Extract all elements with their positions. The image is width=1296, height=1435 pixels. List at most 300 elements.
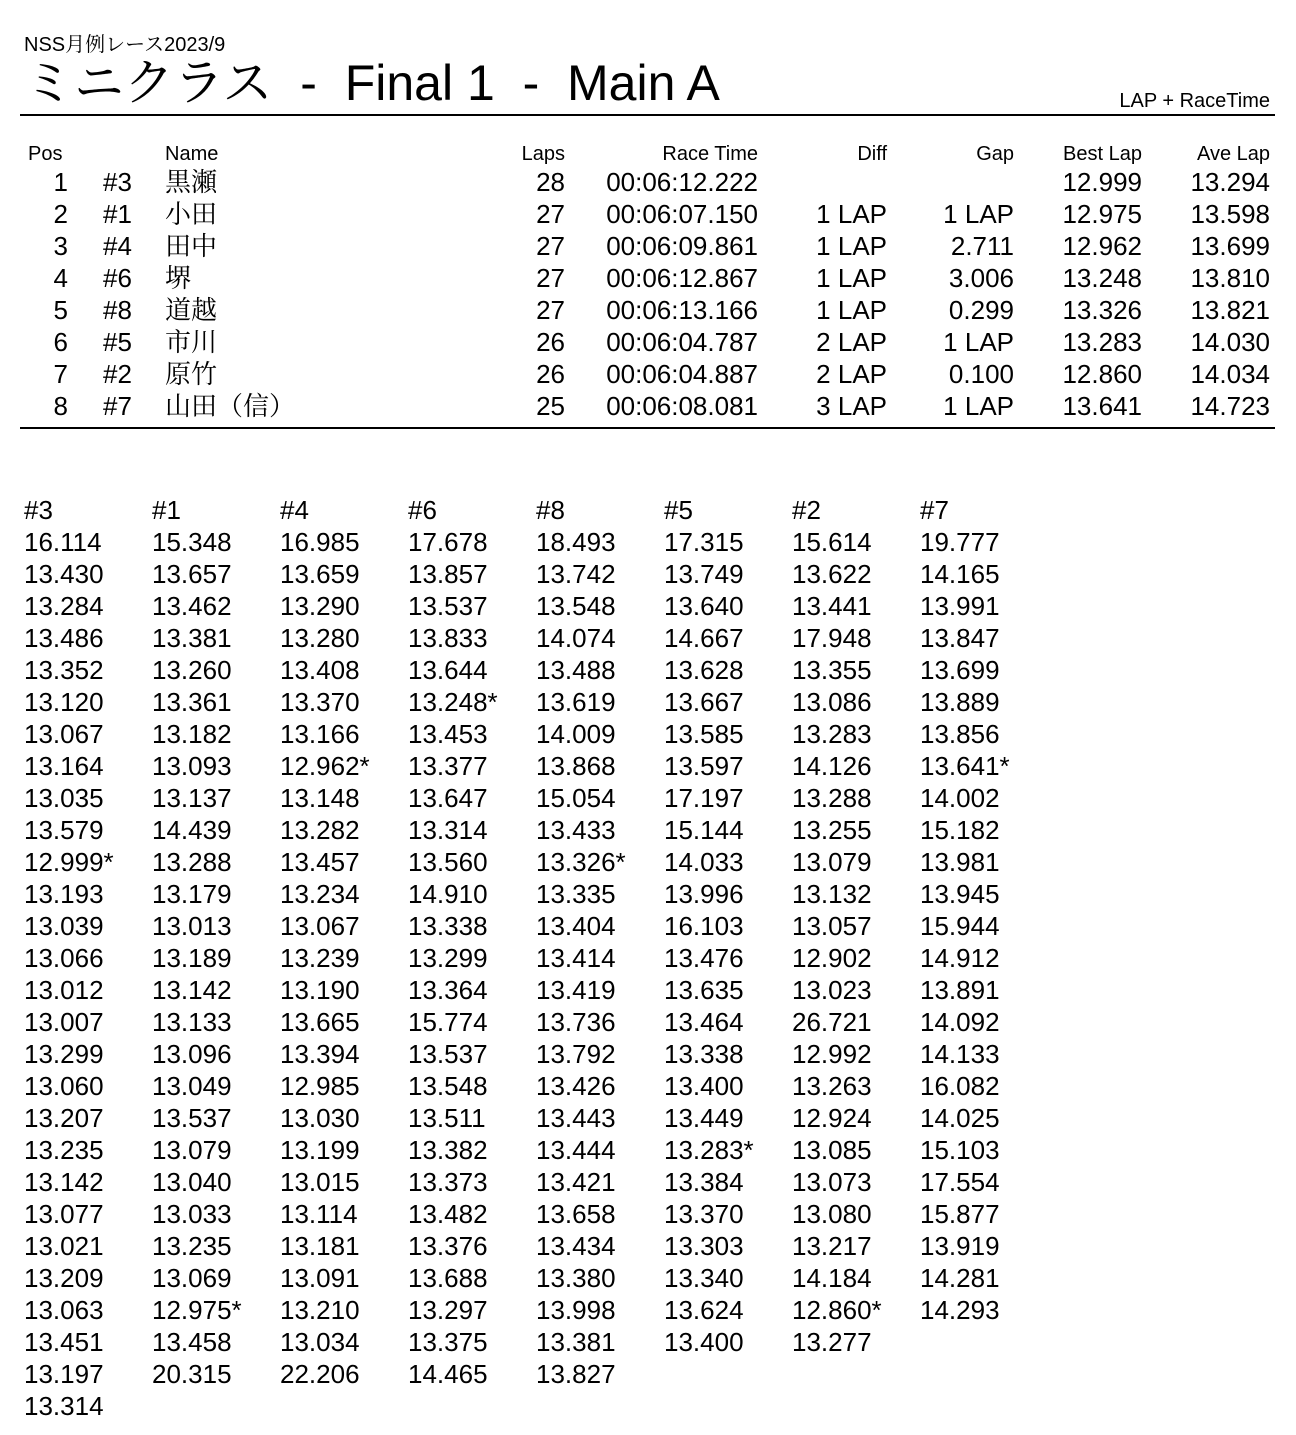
lap-time: 13.548 — [408, 1071, 488, 1101]
lap-time: 14.910 — [408, 879, 488, 909]
result-race-time: 00:06:08.081 — [606, 391, 758, 421]
lap-time: 13.189 — [152, 943, 232, 973]
lap-time: 13.210 — [280, 1295, 360, 1325]
lap-time: 13.079 — [792, 847, 872, 877]
lap-time: 13.086 — [792, 687, 872, 717]
lap-time: 15.774 — [408, 1007, 488, 1037]
lap-time: 13.338 — [664, 1039, 744, 1069]
lap-time: 13.457 — [280, 847, 360, 877]
col-name: Name — [165, 143, 219, 165]
lap-time: 13.384 — [664, 1167, 744, 1197]
lap-time: 14.002 — [920, 783, 1000, 813]
lap-time: 13.657 — [152, 559, 232, 589]
lap-time: 13.382 — [408, 1135, 488, 1165]
lap-time: 15.182 — [920, 815, 1000, 845]
lap-time: 13.560 — [408, 847, 488, 877]
lap-time: 13.063 — [24, 1295, 104, 1325]
lap-time: 13.164 — [24, 751, 104, 781]
result-race-time: 00:06:07.150 — [606, 199, 758, 229]
lap-time: 13.404 — [536, 911, 616, 941]
result-pos: 1 — [53, 167, 68, 197]
result-car-number: #6 — [103, 263, 132, 293]
lap-time: 14.184 — [792, 1263, 872, 1293]
result-driver-name: 小田 — [165, 199, 218, 229]
result-diff: 3 LAP — [816, 391, 887, 421]
lap-time: 13.453 — [408, 719, 488, 749]
lap-time: 17.948 — [792, 623, 872, 653]
lap-time: 13.260 — [152, 655, 232, 685]
lap-time: 13.193 — [24, 879, 104, 909]
result-ave-lap: 14.723 — [1190, 391, 1270, 421]
lap-time: 13.283* — [664, 1135, 754, 1165]
result-best-lap: 13.326 — [1062, 295, 1142, 325]
lap-time: 13.060 — [24, 1071, 104, 1101]
lap-time: 13.742 — [536, 559, 616, 589]
lap-time: 14.133 — [920, 1039, 1000, 1069]
lap-time: 15.054 — [536, 783, 616, 813]
lap-time: 16.103 — [664, 911, 744, 941]
lap-time: 12.999* — [24, 847, 114, 877]
result-best-lap: 12.975 — [1062, 199, 1142, 229]
lap-time: 13.749 — [664, 559, 744, 589]
lap-time: 13.314 — [408, 815, 488, 845]
result-diff: 2 LAP — [816, 359, 887, 389]
result-best-lap: 13.248 — [1062, 263, 1142, 293]
lap-time: 16.114 — [24, 527, 102, 557]
lap-time: 13.857 — [408, 559, 488, 589]
lap-time: 13.511 — [408, 1103, 486, 1133]
table-row — [0, 326, 1296, 358]
lap-time: 19.777 — [920, 527, 1000, 557]
result-diff: 2 LAP — [816, 327, 887, 357]
result-ave-lap: 13.810 — [1190, 263, 1270, 293]
lap-column — [24, 494, 152, 1422]
result-pos: 5 — [53, 295, 68, 325]
lap-time: 17.554 — [920, 1167, 1000, 1197]
lap-column-car-number: #1 — [152, 495, 181, 525]
lap-time: 13.585 — [664, 719, 744, 749]
result-pos: 6 — [53, 327, 68, 357]
result-car-number: #7 — [103, 391, 132, 421]
lap-time: 13.644 — [408, 655, 488, 685]
lap-time: 13.288 — [792, 783, 872, 813]
lap-time: 13.537 — [408, 1039, 488, 1069]
result-ave-lap: 13.294 — [1190, 167, 1270, 197]
result-pos: 3 — [53, 231, 68, 261]
result-diff: 1 LAP — [816, 199, 887, 229]
result-pos: 7 — [53, 359, 68, 389]
lap-time: 13.035 — [24, 783, 104, 813]
lap-time: 13.597 — [664, 751, 744, 781]
col-race-time: Race Time — [662, 143, 758, 165]
lap-time: 13.209 — [24, 1263, 104, 1293]
lap-time: 13.434 — [536, 1231, 616, 1261]
lap-time: 13.622 — [792, 559, 872, 589]
lap-time: 13.419 — [536, 975, 616, 1005]
lap-time: 13.066 — [24, 943, 104, 973]
lap-time: 15.614 — [792, 527, 872, 557]
lap-time: 14.033 — [664, 847, 744, 877]
lap-time: 13.326* — [536, 847, 626, 877]
result-gap: 2.711 — [950, 231, 1014, 261]
lap-time: 13.299 — [24, 1039, 104, 1069]
lap-column-car-number: #3 — [24, 495, 53, 525]
lap-time: 13.235 — [24, 1135, 104, 1165]
lap-time: 13.370 — [664, 1199, 744, 1229]
lap-time: 13.314 — [24, 1391, 104, 1421]
lap-time: 13.981 — [920, 847, 1000, 877]
result-diff: 1 LAP — [816, 263, 887, 293]
lap-time: 13.488 — [536, 655, 616, 685]
lap-time: 13.179 — [152, 879, 232, 909]
lap-time: 13.414 — [536, 943, 616, 973]
lap-time: 12.924 — [792, 1103, 872, 1133]
lap-column-car-number: #4 — [280, 495, 309, 525]
result-driver-name: 田中 — [165, 231, 218, 261]
lap-time: 13.283 — [792, 719, 872, 749]
lap-time: 13.464 — [664, 1007, 744, 1037]
lap-column — [408, 494, 536, 1390]
result-car-number: #3 — [103, 167, 132, 197]
lap-time: 14.667 — [664, 623, 744, 653]
lap-time: 14.439 — [152, 815, 232, 845]
event-name: NSS月例レース2023/9 — [24, 34, 226, 56]
lap-time: 13.012 — [24, 975, 104, 1005]
lap-column — [792, 494, 920, 1358]
lap-time: 13.030 — [280, 1103, 360, 1133]
result-gap: 0.100 — [948, 359, 1014, 389]
lap-time: 14.912 — [920, 943, 1000, 973]
lap-time: 13.370 — [280, 687, 360, 717]
lap-time: 13.207 — [24, 1103, 104, 1133]
lap-time: 13.133 — [152, 1007, 232, 1037]
result-race-time: 00:06:09.861 — [606, 231, 758, 261]
lap-time: 13.449 — [664, 1103, 744, 1133]
result-laps: 25 — [536, 391, 565, 421]
lap-time: 13.919 — [920, 1231, 1000, 1261]
lap-time: 13.217 — [792, 1231, 872, 1261]
lap-time: 13.891 — [920, 975, 1000, 1005]
lap-time: 13.335 — [536, 879, 616, 909]
lap-time: 13.137 — [152, 783, 232, 813]
lap-time: 13.034 — [280, 1327, 360, 1357]
lap-time: 13.991 — [920, 591, 1000, 621]
lap-time: 13.665 — [280, 1007, 360, 1037]
lap-time: 13.433 — [536, 815, 616, 845]
lap-column-car-number: #6 — [408, 495, 437, 525]
lap-time: 14.092 — [920, 1007, 1000, 1037]
lap-time: 13.263 — [792, 1071, 872, 1101]
col-diff: Diff — [857, 143, 887, 165]
col-pos: Pos — [28, 143, 63, 165]
lap-time: 13.375 — [408, 1327, 488, 1357]
lap-time: 13.736 — [536, 1007, 616, 1037]
lap-time: 13.889 — [920, 687, 1000, 717]
result-race-time: 00:06:13.166 — [606, 295, 758, 325]
lap-time: 13.120 — [24, 687, 104, 717]
table-row — [0, 230, 1296, 262]
lap-time: 13.486 — [24, 623, 104, 653]
lap-time: 13.476 — [664, 943, 744, 973]
lap-time: 14.074 — [536, 623, 616, 653]
lap-time: 12.985 — [280, 1071, 360, 1101]
report-mode: LAP + RaceTime — [1119, 90, 1270, 112]
lap-time: 13.667 — [664, 687, 744, 717]
lap-time: 13.069 — [152, 1263, 232, 1293]
result-diff: 1 LAP — [816, 295, 887, 325]
result-race-time: 00:06:04.787 — [606, 327, 758, 357]
lap-time: 13.640 — [664, 591, 744, 621]
lap-time: 13.443 — [536, 1103, 616, 1133]
lap-column — [664, 494, 792, 1358]
lap-column — [536, 494, 664, 1390]
lap-column-car-number: #7 — [920, 495, 949, 525]
lap-time: 13.361 — [152, 687, 232, 717]
result-best-lap: 12.999 — [1062, 167, 1142, 197]
lap-time: 13.248* — [408, 687, 498, 717]
lap-time: 13.297 — [408, 1295, 488, 1325]
lap-time: 12.860* — [792, 1295, 882, 1325]
lap-time: 15.348 — [152, 527, 232, 557]
result-laps: 28 — [536, 167, 565, 197]
result-driver-name: 堺 — [165, 263, 192, 293]
lap-time: 13.996 — [664, 879, 744, 909]
lap-time: 13.352 — [24, 655, 104, 685]
lap-time: 26.721 — [792, 1007, 872, 1037]
lap-time: 13.040 — [152, 1167, 232, 1197]
lap-time: 13.277 — [792, 1327, 872, 1357]
lap-time: 13.537 — [152, 1103, 232, 1133]
result-best-lap: 13.283 — [1062, 327, 1142, 357]
lap-time: 13.234 — [280, 879, 360, 909]
lap-time: 13.284 — [24, 591, 104, 621]
lap-time: 14.281 — [920, 1263, 1000, 1293]
lap-time: 13.340 — [664, 1263, 744, 1293]
lap-time: 13.381 — [152, 623, 232, 653]
lap-time: 13.421 — [536, 1167, 616, 1197]
result-ave-lap: 14.034 — [1190, 359, 1270, 389]
lap-time: 13.394 — [280, 1039, 360, 1069]
result-race-time: 00:06:12.222 — [606, 167, 758, 197]
lap-time: 13.408 — [280, 655, 360, 685]
lap-time: 13.482 — [408, 1199, 488, 1229]
lap-time: 13.288 — [152, 847, 232, 877]
result-diff: 1 LAP — [816, 231, 887, 261]
lap-time: 13.015 — [280, 1167, 360, 1197]
lap-time: 13.299 — [408, 943, 488, 973]
lap-time: 13.080 — [792, 1199, 872, 1229]
lap-time: 13.013 — [152, 911, 232, 941]
lap-column-car-number: #8 — [536, 495, 565, 525]
lap-time: 13.039 — [24, 911, 104, 941]
result-laps: 27 — [536, 231, 565, 261]
result-driver-name: 黒瀬 — [165, 167, 218, 197]
lap-time: 13.373 — [408, 1167, 488, 1197]
lap-time: 13.548 — [536, 591, 616, 621]
lap-time: 17.197 — [664, 783, 744, 813]
result-pos: 8 — [53, 391, 68, 421]
lap-time: 13.400 — [664, 1327, 744, 1357]
lap-time: 13.458 — [152, 1327, 232, 1357]
result-car-number: #2 — [103, 359, 132, 389]
lap-time: 13.197 — [24, 1359, 104, 1389]
lap-time: 13.166 — [280, 719, 360, 749]
result-driver-name: 道越 — [165, 295, 218, 325]
lap-time: 13.181 — [280, 1231, 360, 1261]
lap-column — [152, 494, 280, 1390]
table-row — [0, 294, 1296, 326]
lap-time: 13.856 — [920, 719, 1000, 749]
lap-time: 13.093 — [152, 751, 232, 781]
lap-time: 13.303 — [664, 1231, 744, 1261]
lap-time: 13.635 — [664, 975, 744, 1005]
lap-time: 15.103 — [920, 1135, 1000, 1165]
lap-time: 20.315 — [152, 1359, 232, 1389]
result-best-lap: 12.860 — [1062, 359, 1142, 389]
table-row — [0, 166, 1296, 198]
lap-time: 13.073 — [792, 1167, 872, 1197]
lap-time: 13.364 — [408, 975, 488, 1005]
lap-time: 13.641* — [920, 751, 1010, 781]
lap-column-car-number: #2 — [792, 495, 821, 525]
col-best-lap: Best Lap — [1063, 143, 1142, 165]
lap-time: 12.962* — [280, 751, 370, 781]
result-gap: 3.006 — [948, 263, 1014, 293]
table-row — [0, 390, 1296, 422]
lap-time: 16.082 — [920, 1071, 1000, 1101]
lap-time: 13.376 — [408, 1231, 488, 1261]
lap-time: 13.659 — [280, 559, 360, 589]
lap-time: 13.077 — [24, 1199, 104, 1229]
result-car-number: #8 — [103, 295, 132, 325]
lap-time: 13.235 — [152, 1231, 232, 1261]
lap-time: 13.462 — [152, 591, 232, 621]
lap-time: 13.998 — [536, 1295, 616, 1325]
lap-time: 13.355 — [792, 655, 872, 685]
lap-time: 14.126 — [792, 751, 872, 781]
lap-time: 13.239 — [280, 943, 360, 973]
lap-time: 13.430 — [24, 559, 104, 589]
result-race-time: 00:06:04.887 — [606, 359, 758, 389]
lap-time: 13.377 — [408, 751, 488, 781]
lap-time: 13.827 — [536, 1359, 616, 1389]
result-gap: 1 LAP — [943, 327, 1014, 357]
lap-time: 13.624 — [664, 1295, 744, 1325]
lap-time: 13.190 — [280, 975, 360, 1005]
lap-time: 13.079 — [152, 1135, 232, 1165]
col-laps: Laps — [521, 143, 565, 165]
col-ave-lap: Ave Lap — [1196, 143, 1270, 165]
lap-time: 17.678 — [408, 527, 488, 557]
lap-time: 15.944 — [920, 911, 1000, 941]
col-gap: Gap — [976, 143, 1014, 165]
lap-time: 17.315 — [664, 527, 744, 557]
result-driver-name: 原竹 — [165, 359, 218, 389]
lap-time: 13.114 — [280, 1199, 358, 1229]
lap-time: 13.868 — [536, 751, 616, 781]
lap-time: 22.206 — [280, 1359, 360, 1389]
lap-time: 13.182 — [152, 719, 232, 749]
lap-time: 13.096 — [152, 1039, 232, 1069]
result-driver-name: 市川 — [165, 327, 218, 357]
lap-time: 13.451 — [24, 1327, 104, 1357]
table-row — [0, 262, 1296, 294]
lap-time: 13.255 — [792, 815, 872, 845]
lap-column — [280, 494, 408, 1390]
lap-time: 13.282 — [280, 815, 360, 845]
lap-time: 13.945 — [920, 879, 1000, 909]
lap-time: 13.132 — [792, 879, 872, 909]
result-ave-lap: 14.030 — [1190, 327, 1270, 357]
lap-time: 13.426 — [536, 1071, 616, 1101]
lap-column — [920, 494, 1048, 1326]
divider-bottom — [20, 427, 1275, 429]
lap-time: 13.057 — [792, 911, 872, 941]
result-gap: 1 LAP — [943, 391, 1014, 421]
lap-time: 13.021 — [24, 1231, 104, 1261]
lap-time: 14.465 — [408, 1359, 488, 1389]
lap-time: 13.579 — [24, 815, 104, 845]
lap-time: 13.380 — [536, 1263, 616, 1293]
lap-time: 15.877 — [920, 1199, 1000, 1229]
lap-time: 12.902 — [792, 943, 872, 973]
lap-column-car-number: #5 — [664, 495, 693, 525]
lap-time: 13.007 — [24, 1007, 104, 1037]
result-car-number: #1 — [103, 199, 132, 229]
table-row — [0, 358, 1296, 390]
lap-time: 13.444 — [536, 1135, 616, 1165]
lap-time: 13.280 — [280, 623, 360, 653]
lap-time: 12.992 — [792, 1039, 872, 1069]
lap-time: 13.847 — [920, 623, 1000, 653]
result-car-number: #5 — [103, 327, 132, 357]
lap-time: 13.619 — [536, 687, 616, 717]
lap-time: 14.009 — [536, 719, 616, 749]
lap-time: 13.833 — [408, 623, 488, 653]
lap-time: 13.067 — [24, 719, 104, 749]
result-laps: 26 — [536, 359, 565, 389]
page-title: ミニクラス - Final 1 - Main A — [24, 55, 720, 111]
lap-time: 15.144 — [664, 815, 744, 845]
lap-time: 12.975* — [152, 1295, 242, 1325]
result-gap: 0.299 — [948, 295, 1014, 325]
result-driver-name: 山田（信） — [165, 391, 296, 421]
lap-time: 18.493 — [536, 527, 616, 557]
lap-time: 13.699 — [920, 655, 1000, 685]
result-car-number: #4 — [103, 231, 132, 261]
lap-time: 13.537 — [408, 591, 488, 621]
result-laps: 27 — [536, 295, 565, 325]
divider-top — [20, 114, 1275, 116]
table-row — [0, 198, 1296, 230]
lap-time: 14.165 — [920, 559, 1000, 589]
lap-time: 14.025 — [920, 1103, 1000, 1133]
lap-time: 13.199 — [280, 1135, 360, 1165]
lap-time: 13.091 — [280, 1263, 360, 1293]
lap-time: 13.085 — [792, 1135, 872, 1165]
lap-time: 13.381 — [536, 1327, 616, 1357]
lap-time: 13.033 — [152, 1199, 232, 1229]
lap-time: 16.985 — [280, 527, 360, 557]
lap-time: 13.023 — [792, 975, 872, 1005]
result-ave-lap: 13.598 — [1190, 199, 1270, 229]
result-ave-lap: 13.699 — [1190, 231, 1270, 261]
result-pos: 4 — [53, 263, 68, 293]
result-best-lap: 12.962 — [1062, 231, 1142, 261]
result-ave-lap: 13.821 — [1190, 295, 1270, 325]
lap-time: 13.049 — [152, 1071, 232, 1101]
lap-time: 13.400 — [664, 1071, 744, 1101]
